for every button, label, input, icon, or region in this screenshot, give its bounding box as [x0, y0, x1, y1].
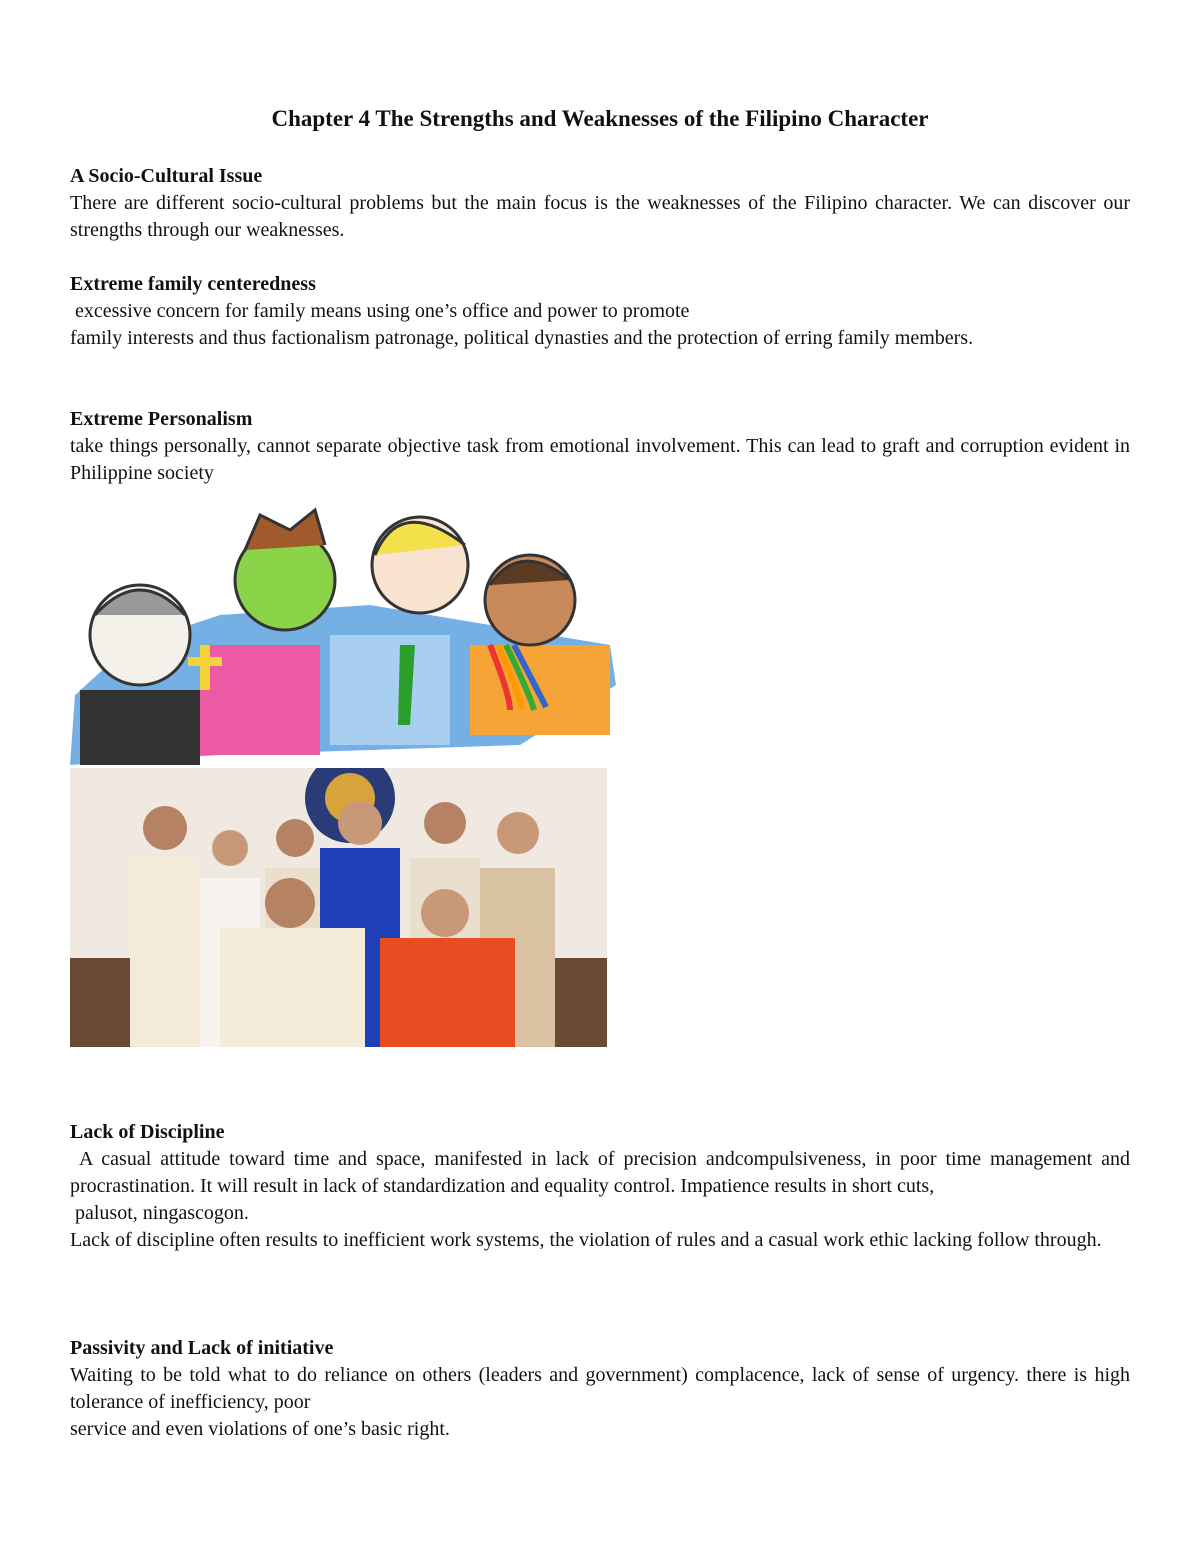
section-heading: Extreme Personalism [70, 408, 253, 430]
paragraph: A casual attitude toward time and space, manifested in lack of precision andcompulsiveness, in poor time management and procrastination. It will result in lack of standardization and equality control. Impatience results in short cuts, [70, 1148, 1136, 1197]
paragraph: excessive concern for family means using one’s office and power to promote [70, 300, 690, 322]
paragraph: palusot, ningascogon. [70, 1202, 249, 1224]
paragraph: Lack of discipline often results to inefficient work systems, the violation of rules and a casual work ethic lacking follow through. [70, 1229, 1102, 1251]
paragraph: take things personally, cannot separate objective task from emotional involvement. This can lead to graft and corruption evident in Philippine society [70, 435, 1130, 484]
section-heading: A Socio-Cultural Issue [70, 165, 263, 187]
page-title: Chapter 4 The Strengths and Weaknesses of the Filipino Character [271, 106, 929, 131]
paragraph: service and even violations of one’s basic right. [70, 1418, 450, 1440]
section-heading: Lack of Discipline [70, 1121, 225, 1143]
section-heading: Passivity and Lack of initiative [70, 1337, 334, 1359]
section-family-centeredness [70, 271, 1130, 352]
paragraph: Waiting to be told what to do reliance on others (leaders and government) complacence, lack of sense of urgency. there is high tolerance of inefficiency, poor [70, 1364, 1130, 1413]
section-personalism [70, 406, 1130, 487]
paragraph: There are different socio-cultural problems but the main focus is the weaknesses of the Filipino character. We can discover our strengths through our weaknesses. [70, 192, 1130, 241]
section-socio-cultural [70, 163, 1130, 244]
section-passivity [70, 1335, 1130, 1443]
section-lack-of-discipline [70, 1119, 1136, 1254]
cartoon-illustration [70, 495, 616, 765]
section-heading: Extreme family centeredness [70, 273, 316, 295]
family-photo [70, 768, 607, 1047]
paragraph: family interests and thus factionalism patronage, political dynasties and the protection of erring family members. [70, 327, 974, 349]
